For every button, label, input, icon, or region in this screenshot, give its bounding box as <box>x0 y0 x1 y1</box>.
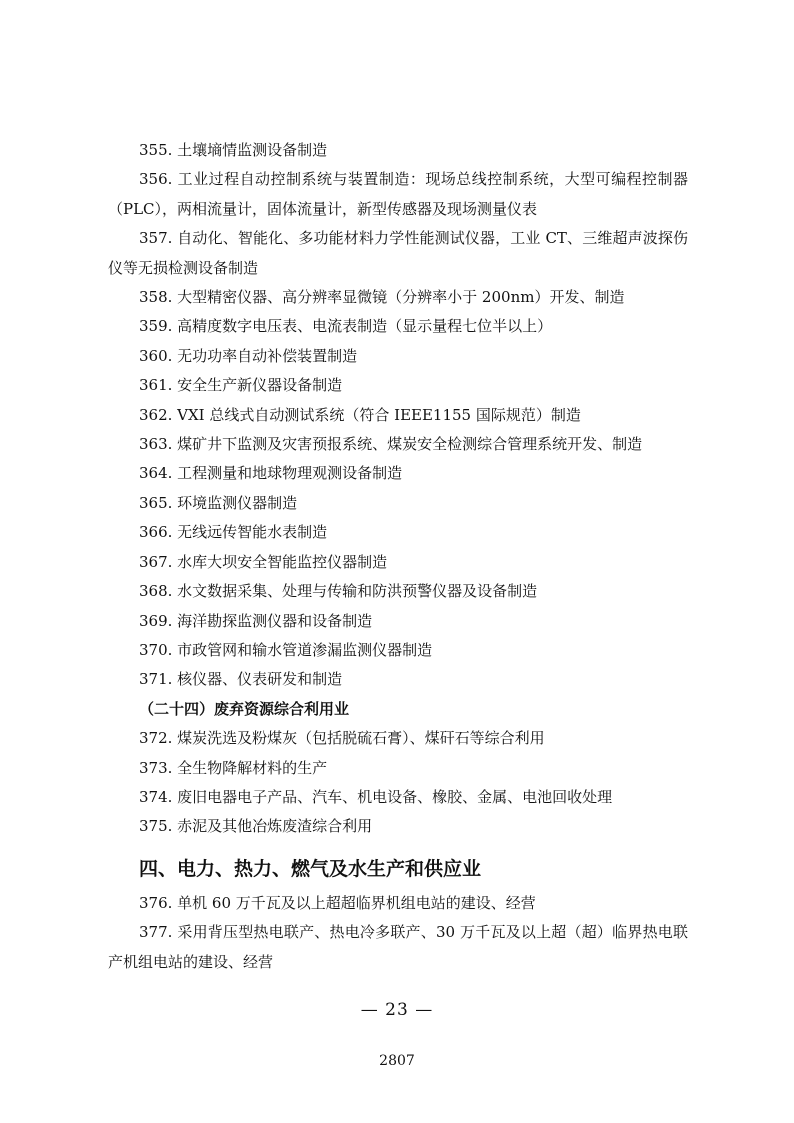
list-item: 368. 水文数据采集、处理与传输和防洪预警仪器及设备制造 <box>139 582 538 601</box>
item-list-a <box>108 136 688 695</box>
item-list-b <box>108 724 688 842</box>
list-item: 376. 单机 60 万千瓦及以上超超临界机组电站的建设、经营 <box>139 893 536 912</box>
page-number: — 23 — <box>360 1000 434 1020</box>
list-item: 365. 环境监测仪器制造 <box>139 493 298 512</box>
document-body <box>108 136 688 977</box>
list-item: 370. 市政管网和输水管道渗漏监测仪器制造 <box>139 640 433 659</box>
list-item: 366. 无线远传智能水表制造 <box>139 523 328 542</box>
list-item: 357. 自动化、智能化、多功能材料力学性能测试仪器，工业 CT、三维超声波探伤仪等无损检测设备制造 <box>108 229 688 277</box>
list-item: 359. 高精度数字电压表、电流表制造（显示量程七位半以上） <box>139 317 553 336</box>
list-item: 362. VXI 总线式自动测试系统（符合 IEEE1155 国际规范）制造 <box>139 405 581 424</box>
list-item: 372. 煤炭洗选及粉煤灰（包括脱硫石膏）、煤矸石等综合利用 <box>139 729 545 748</box>
list-item: 371. 核仪器、仪表研发和制造 <box>139 670 343 689</box>
list-item: 358. 大型精密仪器、高分辨率显微镜（分辨率小于 200nm）开发、制造 <box>139 288 625 307</box>
list-item: 364. 工程测量和地球物理观测设备制造 <box>139 464 403 483</box>
list-item: 367. 水库大坝安全智能监控仪器制造 <box>139 552 388 571</box>
section-heading: （二十四）废弃资源综合利用业 <box>139 699 350 718</box>
list-item: 369. 海洋勘探监测仪器和设备制造 <box>139 611 373 630</box>
list-item: 361. 安全生产新仪器设备制造 <box>139 376 343 395</box>
item-list-c <box>108 889 688 977</box>
chapter-heading: 四、电力、热力、燃气及水生产和供应业 <box>139 857 482 880</box>
list-item: 377. 采用背压型热电联产、热电冷多联产、30 万千瓦及以上超（超）临界热电联产机组电站的建设、经营 <box>108 923 688 971</box>
list-item: 374. 废旧电器电子产品、汽车、机电设备、橡胶、金属、电池回收处理 <box>139 787 613 806</box>
list-item: 373. 全生物降解材料的生产 <box>139 758 328 777</box>
list-item: 375. 赤泥及其他冶炼废渣综合利用 <box>139 817 373 836</box>
list-item: 355. 土壤墒情监测设备制造 <box>139 141 328 159</box>
list-item: 360. 无功功率自动补偿装置制造 <box>139 346 358 365</box>
list-item: 356. 工业过程自动控制系统与装置制造：现场总线控制系统，大型可编程控制器（PLC），两相流量计，固体流量计，新型传感器及现场测量仪表 <box>108 170 688 218</box>
footer-code: 2807 <box>379 1053 415 1069</box>
list-item: 363. 煤矿井下监测及灾害预报系统、煤炭安全检测综合管理系统开发、制造 <box>139 435 643 454</box>
